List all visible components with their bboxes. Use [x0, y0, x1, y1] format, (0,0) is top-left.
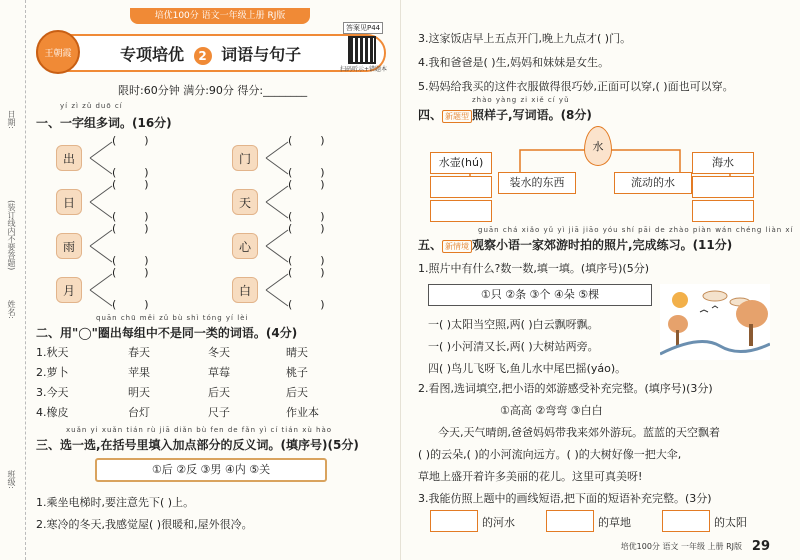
- footer-text: 培优100分 语文 一年级 上册 RJ版: [620, 542, 742, 551]
- binding-label-note: (装订线内不要答题): [7, 200, 16, 271]
- answer-blank[interactable]: ( ): [112, 178, 149, 191]
- fan-lines-7: [266, 230, 288, 262]
- example-word-box: 水壶(hú): [430, 152, 492, 174]
- char-box: 月: [56, 277, 82, 303]
- answer-box[interactable]: [430, 200, 492, 222]
- word-option[interactable]: 苹果: [128, 366, 150, 379]
- answer-blank[interactable]: ( ): [288, 266, 325, 279]
- paragraph-line: 今天,天气晴朗,爸爸妈妈带我来郊外游玩。蓝蓝的天空飘着: [438, 426, 720, 439]
- binding-margin: [0, 0, 26, 560]
- char-box: 日: [56, 189, 82, 215]
- outing-scene-picture: [660, 284, 770, 360]
- binding-label-date: 日期:: [7, 110, 16, 129]
- answer-box[interactable]: [430, 176, 492, 198]
- category-box-left: 装水的东西: [498, 172, 576, 194]
- sun-icon: [672, 292, 688, 308]
- title-number-badge: 2: [194, 47, 212, 65]
- word-option[interactable]: 桃子: [286, 366, 308, 379]
- answer-blank[interactable]: ( ): [288, 178, 325, 191]
- water-drop-center: 水: [584, 126, 612, 166]
- word-option[interactable]: 台灯: [128, 406, 150, 419]
- answer-blank[interactable]: ( ): [288, 210, 325, 223]
- title-prefix: 专项培优: [120, 45, 185, 64]
- word-option[interactable]: 明天: [128, 386, 150, 399]
- section1-pinyin: yí zì zǔ duō cí: [60, 102, 123, 110]
- word-option[interactable]: 3.今天: [36, 386, 69, 399]
- example-word-box: 海水: [692, 152, 754, 174]
- section2-pinyin: quān chū měi zǔ bù shì tóng yí lèi: [96, 314, 249, 322]
- tree-trunk: [749, 324, 753, 346]
- new-type-tag: 新题型: [442, 110, 472, 123]
- paragraph-line: 草地上盛开着许多美丽的花儿。这里可真美呀!: [418, 470, 643, 483]
- word-option[interactable]: 2.萝卜: [36, 366, 69, 379]
- word-option[interactable]: 作业本: [286, 406, 319, 419]
- word-option[interactable]: 1.秋天: [36, 346, 69, 359]
- page-title: [120, 42, 301, 65]
- word-option[interactable]: 春天: [128, 346, 150, 359]
- section3-pinyin: xuǎn yi xuǎn tián rù jiā diǎn bù fen de fǎn yì cí tián xù hào: [66, 426, 333, 434]
- question-line: 一( )太阳当空照,两( )白云飘呀飘。: [428, 318, 599, 331]
- word-option[interactable]: 后天: [286, 386, 308, 399]
- section5-title: 观察小语一家郊游时拍的照片,完成练习。(11分): [472, 238, 733, 252]
- answer-blank[interactable]: ( ): [288, 222, 325, 235]
- fan-lines-3: [90, 230, 112, 262]
- question-line: 一( )小河清又长,两( )大树站两旁。: [428, 340, 599, 353]
- page-divider: [400, 0, 401, 560]
- section4-heading: [418, 106, 592, 123]
- char-box: 白: [232, 277, 258, 303]
- top-banner: 培优100分 语文一年级上册 RJ版: [130, 8, 310, 24]
- char-box: 雨: [56, 233, 82, 259]
- category-box-right: 流动的水: [614, 172, 692, 194]
- section5-number: 五、: [418, 238, 443, 252]
- fan-lines-4: [90, 274, 112, 306]
- section4-pinyin: zhào yàng zi xiě cí yǔ: [472, 96, 570, 104]
- qr-code-icon[interactable]: [348, 36, 376, 64]
- question-line: 1.乘坐电梯时,要注意先下( )上。: [36, 496, 195, 509]
- section1-heading: 一、一字组多词。(16分): [36, 116, 172, 130]
- question-line: 5.妈妈给我买的这件衣服做得很巧妙,正面可以穿,( )面也可以穿。: [418, 80, 734, 93]
- exam-meta: 限时:60分钟 满分:90分 得分:________: [118, 84, 308, 97]
- fan-lines-6: [266, 186, 288, 218]
- new-context-tag: 新情境: [442, 240, 472, 253]
- question-line: 3.这家饭店早上五点开门,晚上九点才( )门。: [418, 32, 632, 45]
- section4-title: 照样子,写词语。(8分): [472, 108, 592, 122]
- answer-blank[interactable]: ( ): [112, 266, 149, 279]
- section2-heading: 二、用"◯"圈出每组中不是同一类的词语。(4分): [36, 326, 298, 340]
- question-title: 1.照片中有什么?数一数,填一填。(填序号)(5分): [418, 262, 649, 275]
- answer-box[interactable]: [692, 176, 754, 198]
- word-option[interactable]: 后天: [208, 386, 230, 399]
- answer-box[interactable]: [662, 510, 710, 532]
- qr-caption: 扫码听示+错题本: [340, 66, 388, 73]
- answer-blank[interactable]: ( ): [112, 254, 149, 267]
- phrase-suffix: 的草地: [598, 516, 631, 529]
- adjective-options: ①高高 ②弯弯 ③白白: [500, 404, 603, 417]
- page-number: 29: [751, 539, 770, 554]
- word-fan-diagram: [30, 130, 400, 320]
- phrase-suffix: 的河水: [482, 516, 515, 529]
- section5-heading: [418, 236, 732, 253]
- word-option[interactable]: 冬天: [208, 346, 230, 359]
- tree-trunk: [676, 330, 679, 346]
- word-option[interactable]: 草莓: [208, 366, 230, 379]
- measure-word-options: ①只 ②条 ③个 ④朵 ⑤棵: [428, 284, 652, 306]
- answer-blank[interactable]: ( ): [288, 254, 325, 267]
- answer-blank[interactable]: ( ): [288, 298, 325, 311]
- answer-blank[interactable]: ( ): [112, 222, 149, 235]
- char-box: 出: [56, 145, 82, 171]
- question-line: 2.寒冷的冬天,我感觉屋( )很暖和,屋外很冷。: [36, 518, 253, 531]
- antonym-options: ①后 ②反 ③男 ④内 ⑤关: [95, 458, 327, 482]
- fan-lines-1: [90, 142, 112, 174]
- answer-blank[interactable]: ( ): [112, 210, 149, 223]
- char-box: 心: [232, 233, 258, 259]
- fan-lines-5: [266, 142, 288, 174]
- binding-label-name: 姓名:: [7, 300, 16, 319]
- answer-box[interactable]: [546, 510, 594, 532]
- question-title: 2.看图,选词填空,把小语的郊游感受补充完整。(填序号)(3分): [418, 382, 713, 395]
- question-line: 四( )鸟儿飞呀飞,鱼儿水中尾巴摇(yáo)。: [428, 362, 627, 375]
- fan-lines-8: [266, 274, 288, 306]
- question-line: 4.我和爸爸是( )生,妈妈和妹妹是女生。: [418, 56, 610, 69]
- word-option[interactable]: 晴天: [286, 346, 308, 359]
- title-main: 词语与句子: [221, 45, 302, 64]
- char-box: 门: [232, 145, 258, 171]
- binding-label-class: 班级:: [7, 470, 16, 489]
- section5-pinyin: guān chá xiǎo yǔ yì jiā jiāo yóu shí pāi de zhào piàn wán chéng liàn xí: [478, 226, 794, 234]
- fan-lines-2: [90, 186, 112, 218]
- word-option[interactable]: 4.橡皮: [36, 406, 69, 419]
- question-title: 3.我能仿照上题中的画线短语,把下面的短语补充完整。(3分): [418, 492, 712, 505]
- answer-reference: 答案见P44: [343, 22, 383, 34]
- section4-number: 四、: [418, 108, 443, 122]
- answer-box[interactable]: [692, 200, 754, 222]
- section3-heading: 三、选一选,在括号里填入加点部分的反义词。(填序号)(5分): [36, 438, 359, 452]
- phrase-suffix: 的太阳: [714, 516, 747, 529]
- answer-blank[interactable]: ( ): [288, 166, 325, 179]
- word-option[interactable]: 尺子: [208, 406, 230, 419]
- char-box: 天: [232, 189, 258, 215]
- bird-icon: [700, 306, 718, 312]
- answer-blank[interactable]: ( ): [288, 134, 325, 147]
- brand-logo: 王朝霞: [36, 30, 80, 74]
- cloud-icon: [703, 291, 727, 301]
- paragraph-line: ( )的云朵,( )的小河流向远方。( )的大树好像一把大伞,: [418, 448, 682, 461]
- answer-blank[interactable]: ( ): [112, 134, 149, 147]
- answer-blank[interactable]: ( ): [112, 166, 149, 179]
- answer-box[interactable]: [430, 510, 478, 532]
- answer-blank[interactable]: ( ): [112, 298, 149, 311]
- tree-icon: [736, 300, 768, 328]
